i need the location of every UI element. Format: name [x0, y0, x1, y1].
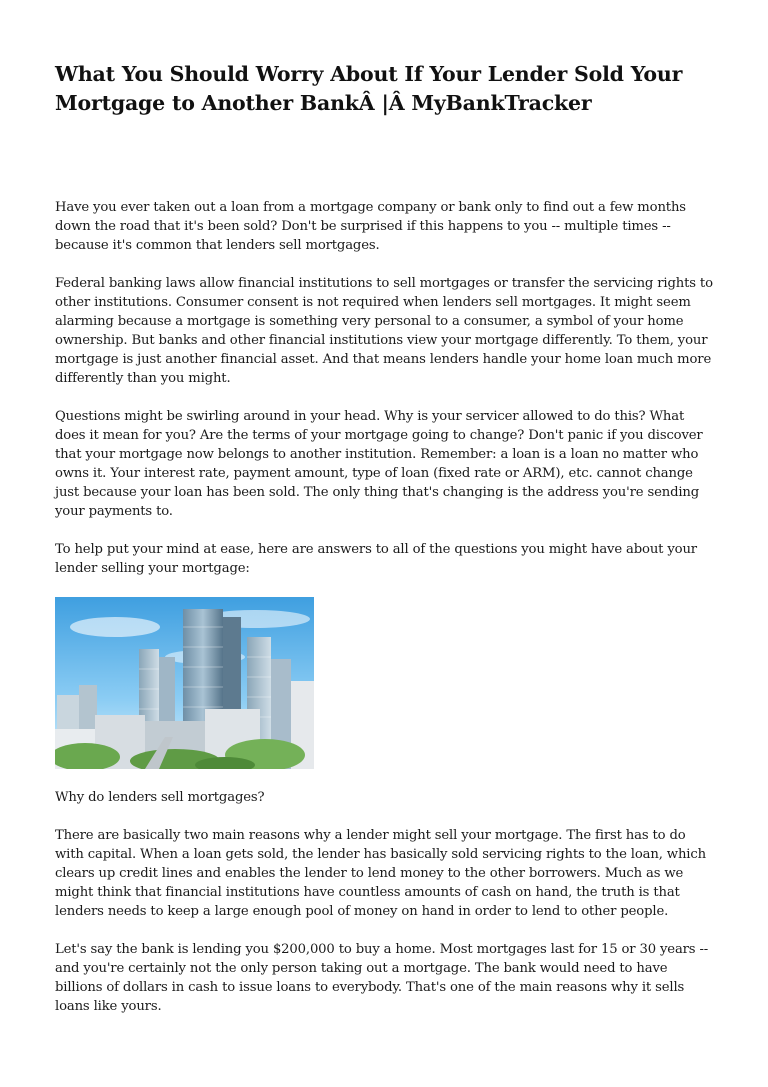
- paragraph-3: Questions might be swirling around in your head. Why is your servicer allowed to do this? What does it mean for you? Are the terms of your mortgage going to change? Don't panic if you discover that your mortgage now belongs to another institution. Remember: a loan is a loan no matter who owns it. Your interest rate, payment amount, type of loan (fixed rate or ARM), etc. cannot change just because your loan has been sold. The only thing that's changing is the address you're sending your payments to.: [55, 409, 703, 519]
- article-body: [55, 198, 715, 1016]
- paragraph-4: To help put your mind at ease, here are answers to all of the questions you might have about your lender selling your mortgage:: [55, 542, 697, 576]
- city-skyline-image: [55, 597, 314, 769]
- article-title: What You Should Worry About If Your Lender Sold Your Mortgage to Another BankÂ |Â MyBankTracker: [55, 62, 683, 115]
- paragraph-6: Let's say the bank is lending you $200,000 to buy a home. Most mortgages last for 15 or 30 years -- and you're certainly not the only person taking out a mortgage. The bank would need to have billions of dollars in cash to issue loans to everybody. That's one of the main reasons why it sells loans like yours.: [55, 942, 709, 1014]
- paragraph-2: Federal banking laws allow financial institutions to sell mortgages or transfer the servicing rights to other institutions. Consumer consent is not required when lenders sell mortgages. It might seem alarming because a mortgage is something very personal to a consumer, a symbol of your home ownership. But banks and other financial institutions view your mortgage differently. To them, your mortgage is just another financial asset. And that means lenders handle your home loan much more differently than you might.: [55, 276, 713, 386]
- paragraph-5: There are basically two main reasons why a lender might sell your mortgage. The first has to do with capital. When a loan gets sold, the lender has basically sold servicing rights to the loan, which clears up credit lines and enables the lender to lend money to the other borrowers. Much as we might think that financial institutions have countless amounts of cash on hand, the truth is that lenders needs to keep a large enough pool of money on hand in order to lend to other people.: [55, 828, 706, 919]
- document-page: [55, 60, 715, 1035]
- section-heading: Why do lenders sell mortgages?: [55, 790, 265, 805]
- paragraph-1: Have you ever taken out a loan from a mortgage company or bank only to find out a few months down the road that it's been sold? Don't be surprised if this happens to you -- multiple times -- because it's common that lenders sell mortgages.: [55, 200, 686, 253]
